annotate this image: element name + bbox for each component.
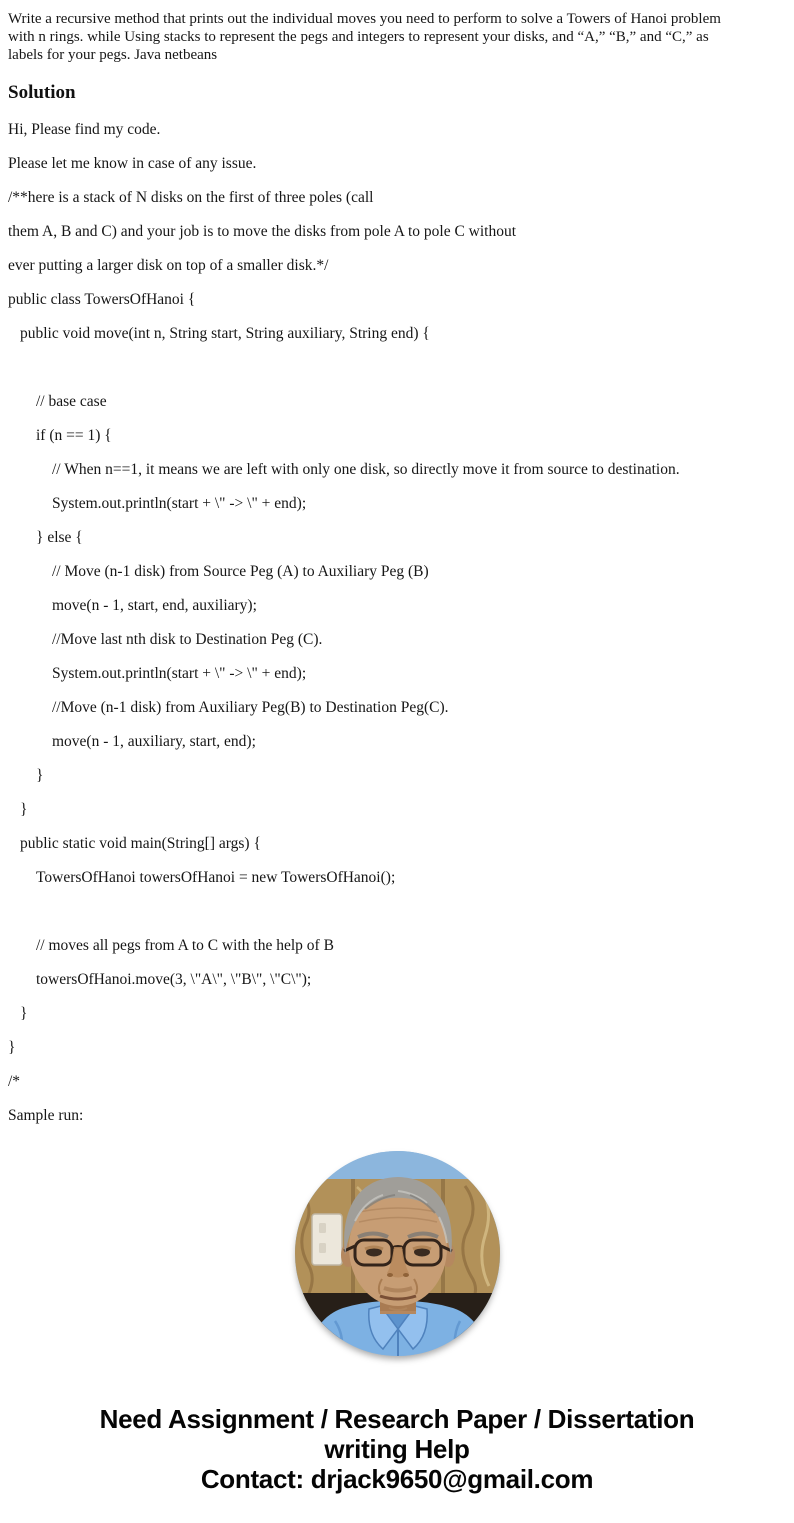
photo-switch-plate [312,1214,342,1265]
code-line: Sample run: [8,1107,84,1124]
code-line: if (n == 1) { [36,427,112,444]
code-line: } [36,767,44,784]
code-line [8,895,786,929]
code-line: // base case [36,393,107,410]
profile-photo [295,1151,500,1356]
code-line: System.out.println(start + \" -> \" + end); [52,665,307,682]
code-line: System.out.println(start + \" -> \" + end); [52,495,307,512]
footer-contact-email: Contact: drjack9650@gmail.com [200,1464,594,1494]
code-line: public static void main(String[] args) { [20,835,261,852]
question-paragraph [8,10,786,64]
footer-line-2: writing Help [324,1434,470,1464]
solution-heading: Solution [8,82,76,103]
question-line: labels for your pegs. Java netbeans [8,47,218,63]
code-line: move(n - 1, auxiliary, start, end); [52,733,256,750]
code-block [8,113,786,1133]
code-line: } [20,801,28,818]
code-line: } [8,1039,16,1056]
question-line: with n rings. while Using stacks to represent the pegs and integers to represent your disks, and “A,” “B,” and “C,” as [8,29,709,45]
code-line: Please let me know in case of any issue. [8,155,257,172]
code-line: //Move last nth disk to Destination Peg (C). [52,631,323,648]
code-line: Hi, Please find my code. [8,121,161,138]
profile-photo-wrapper [8,1151,786,1356]
code-line: } else { [36,529,83,546]
code-line: // moves all pegs from A to C with the help of B [36,937,334,954]
code-line: // Move (n-1 disk) from Source Peg (A) to Auxiliary Peg (B) [52,563,429,580]
code-line: } [20,1005,28,1022]
code-line: /* [8,1073,21,1090]
code-line: them A, B and C) and your job is to move the disks from pole A to pole C without [8,223,517,240]
code-line: /**here is a stack of N disks on the first of three poles (call [8,189,374,206]
code-line: // When n==1, it means we are left with only one disk, so directly move it from source to destination. [52,461,680,478]
code-line: ever putting a larger disk on top of a smaller disk.*/ [8,257,329,274]
code-line: towersOfHanoi.move(3, \"A\", \"B\", \"C\"); [36,971,312,988]
code-line: move(n - 1, start, end, auxiliary); [52,597,257,614]
question-line: Write a recursive method that prints out the individual moves you need to perform to solve a Towers of Hanoi problem [8,11,721,27]
profile-photo-illustration [295,1151,500,1356]
code-line: //Move (n-1 disk) from Auxiliary Peg(B) to Destination Peg(C). [52,699,449,716]
code-line: public void move(int n, String start, String auxiliary, String end) { [20,325,430,342]
code-line: TowersOfHanoi towersOfHanoi = new TowersOfHanoi(); [36,869,396,886]
footer-line-1: Need Assignment / Research Paper / Dissertation [99,1404,695,1434]
footer-banner [8,1404,786,1494]
code-line: public class TowersOfHanoi { [8,291,196,308]
code-line [8,351,786,385]
